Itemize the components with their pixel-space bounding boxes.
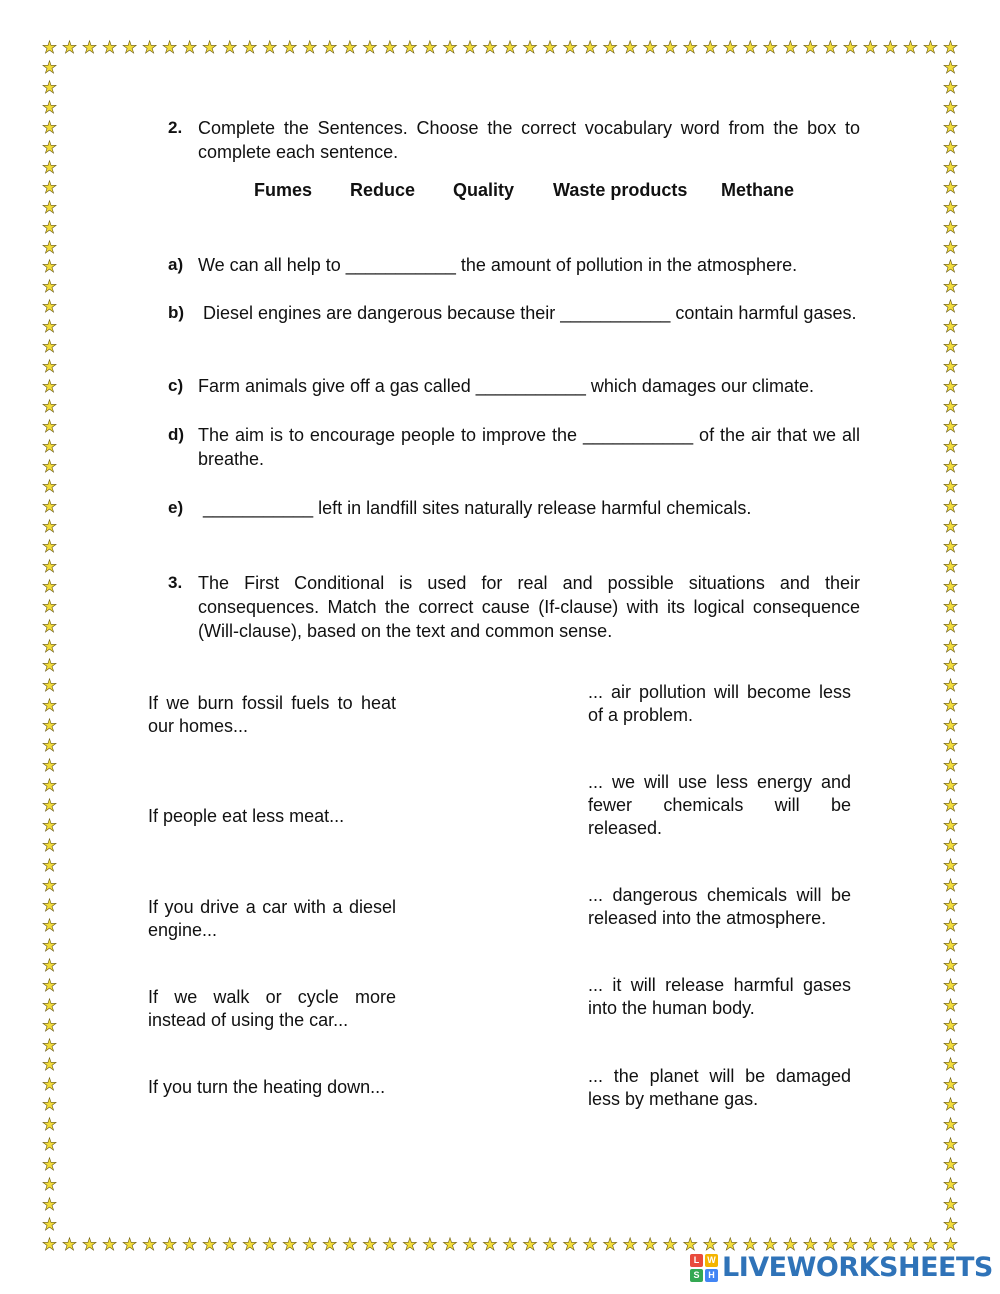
- star-icon: ★: [842, 38, 858, 57]
- star-icon: ★: [41, 556, 58, 576]
- star-icon: ★: [41, 317, 58, 337]
- star-icon: ★: [382, 38, 398, 57]
- star-icon: ★: [41, 417, 58, 437]
- word-bank-item: Quality: [453, 180, 515, 200]
- star-icon: ★: [41, 875, 58, 895]
- star-icon: ★: [942, 277, 959, 297]
- star-icon: ★: [622, 1235, 638, 1254]
- star-icon: ★: [41, 576, 58, 596]
- star-icon: ★: [482, 38, 498, 57]
- star-icon: ★: [642, 38, 658, 57]
- star-icon: ★: [342, 1235, 358, 1254]
- star-icon: ★: [41, 397, 58, 417]
- star-icon: ★: [582, 1235, 598, 1254]
- star-icon: ★: [942, 1035, 959, 1055]
- star-icon: ★: [542, 1235, 558, 1254]
- cause-item[interactable]: If people eat less meat...: [148, 806, 345, 826]
- star-icon: ★: [41, 736, 58, 756]
- star-icon: ★: [141, 38, 158, 57]
- star-icon: ★: [282, 38, 298, 57]
- star-icon: ★: [522, 1235, 538, 1254]
- star-icon: ★: [942, 816, 959, 836]
- star-icon: ★: [942, 297, 959, 317]
- star-icon: ★: [782, 1235, 798, 1254]
- star-icon: ★: [842, 1235, 858, 1254]
- star-icon: ★: [41, 995, 58, 1015]
- star-icon: ★: [942, 836, 959, 855]
- star-icon: ★: [41, 1075, 58, 1095]
- item-text: Farm animals give off a gas called ___________ which damages our climate.: [198, 376, 815, 396]
- star-icon: ★: [382, 1235, 398, 1254]
- star-icon: ★: [302, 1235, 318, 1254]
- star-icon: ★: [422, 38, 438, 57]
- star-icon: ★: [182, 38, 198, 57]
- star-icon: ★: [942, 796, 959, 816]
- star-icon: ★: [942, 776, 959, 796]
- star-icon: ★: [882, 1235, 899, 1254]
- star-icon: ★: [942, 1235, 959, 1254]
- star-icon: ★: [942, 357, 959, 377]
- star-icon: ★: [41, 77, 58, 97]
- star-icon: ★: [942, 1175, 959, 1195]
- word-bank-item: Reduce: [350, 180, 416, 200]
- star-icon: ★: [41, 1055, 58, 1075]
- word-bank-item: Waste products: [553, 180, 688, 200]
- star-icon: ★: [942, 596, 959, 616]
- logo-badge-letter: L: [690, 1254, 703, 1267]
- star-icon: ★: [802, 38, 818, 57]
- star-icon: ★: [41, 1215, 58, 1235]
- star-icon: ★: [41, 476, 58, 496]
- consequence-item[interactable]: ... air pollution will become less of a problem.: [588, 682, 851, 725]
- star-icon: ★: [942, 1135, 959, 1155]
- star-icon: ★: [942, 1055, 959, 1075]
- star-icon: ★: [562, 38, 578, 57]
- cause-item[interactable]: If we burn fossil fuels to heat our homes...: [148, 693, 396, 736]
- star-icon: ★: [162, 38, 178, 57]
- cause-item[interactable]: If we walk or cycle more instead of using the car...: [148, 987, 396, 1030]
- logo-badge-icon: [690, 1254, 720, 1282]
- star-icon: ★: [141, 1235, 158, 1254]
- item-label: c): [168, 376, 184, 395]
- star-icon: ★: [942, 417, 959, 437]
- star-icon: ★: [942, 516, 959, 536]
- star-icon: ★: [942, 616, 959, 636]
- question-3-number: 3.: [168, 573, 183, 592]
- star-icon: ★: [462, 38, 478, 57]
- star-icon: ★: [782, 38, 798, 57]
- star-icon: ★: [41, 796, 58, 816]
- star-icon: ★: [502, 1235, 518, 1254]
- star-icon: ★: [922, 38, 939, 57]
- star-icon: ★: [642, 1235, 658, 1254]
- star-icon: ★: [942, 1075, 959, 1095]
- star-icon: ★: [262, 1235, 278, 1254]
- cause-item[interactable]: If you drive a car with a diesel engine...: [148, 897, 396, 940]
- star-icon: ★: [41, 277, 58, 297]
- star-icon: ★: [942, 1155, 959, 1175]
- star-icon: ★: [41, 1195, 58, 1215]
- star-icon: ★: [942, 1095, 959, 1115]
- star-icon: ★: [942, 656, 959, 676]
- star-icon: ★: [942, 955, 959, 975]
- star-icon: ★: [41, 636, 58, 656]
- star-icon: ★: [942, 377, 959, 397]
- star-icon: ★: [942, 157, 959, 177]
- star-icon: ★: [942, 476, 959, 496]
- star-icon: ★: [41, 377, 58, 397]
- question-2-instruction: Complete the Sentences. Choose the correct vocabulary word from the box to complete each sentence.: [198, 118, 860, 162]
- star-icon: ★: [442, 38, 458, 57]
- star-icon: ★: [562, 1235, 578, 1254]
- star-icon: ★: [942, 696, 959, 716]
- star-icon: ★: [41, 1155, 58, 1175]
- star-icon: ★: [41, 855, 58, 875]
- star-icon: ★: [61, 38, 78, 57]
- star-icon: ★: [922, 1235, 939, 1254]
- star-icon: ★: [762, 38, 778, 57]
- star-icon: ★: [81, 1235, 98, 1254]
- star-icon: ★: [41, 676, 58, 696]
- item-text: Diesel engines are dangerous because their ___________ contain harmful gases.: [198, 303, 857, 323]
- star-icon: ★: [41, 1115, 58, 1135]
- star-icon: ★: [942, 437, 959, 456]
- star-icon: ★: [942, 915, 959, 935]
- star-icon: ★: [262, 38, 278, 57]
- star-icon: ★: [542, 38, 558, 57]
- star-icon: ★: [942, 77, 959, 97]
- star-icon: ★: [41, 1235, 58, 1254]
- star-icon: ★: [81, 38, 98, 57]
- star-icon: ★: [41, 297, 58, 317]
- star-icon: ★: [942, 217, 959, 237]
- star-icon: ★: [942, 117, 959, 137]
- star-icon: ★: [942, 1215, 959, 1235]
- star-icon: ★: [41, 97, 58, 117]
- star-icon: ★: [942, 576, 959, 596]
- star-icon: ★: [942, 317, 959, 337]
- star-icon: ★: [242, 1235, 258, 1254]
- star-icon: ★: [41, 117, 58, 137]
- star-icon: ★: [942, 496, 959, 516]
- consequence-item[interactable]: ... dangerous chemicals will be released into the atmosphere.: [588, 885, 851, 928]
- logo-text: LIVEWORKSHEETS: [722, 1252, 993, 1283]
- item-text: The aim is to encourage people to improve the ___________ of the air that we all breathe.: [198, 425, 860, 469]
- star-icon: ★: [942, 875, 959, 895]
- star-icon: ★: [942, 257, 959, 277]
- star-icon: ★: [41, 1015, 58, 1035]
- item-label: e): [168, 498, 184, 517]
- star-icon: ★: [41, 656, 58, 676]
- star-icon: ★: [41, 915, 58, 935]
- star-icon: ★: [682, 38, 698, 57]
- star-icon: ★: [41, 496, 58, 516]
- star-icon: ★: [462, 1235, 478, 1254]
- star-icon: ★: [822, 1235, 838, 1254]
- star-icon: ★: [342, 38, 358, 57]
- star-icon: ★: [41, 217, 58, 237]
- liveworksheets-logo: [690, 1253, 993, 1283]
- star-icon: ★: [322, 1235, 338, 1254]
- star-icon: ★: [162, 1235, 178, 1254]
- star-icon: ★: [362, 38, 378, 57]
- star-icon: ★: [41, 816, 58, 836]
- star-icon: ★: [942, 1195, 959, 1215]
- logo-badge-letter: S: [690, 1269, 703, 1282]
- star-icon: ★: [41, 1095, 58, 1115]
- star-icon: ★: [622, 38, 638, 57]
- star-icon: ★: [402, 1235, 418, 1254]
- star-icon: ★: [862, 1235, 879, 1254]
- star-icon: ★: [41, 1035, 58, 1055]
- star-icon: ★: [942, 397, 959, 417]
- star-icon: ★: [222, 1235, 238, 1254]
- star-icon: ★: [902, 1235, 919, 1254]
- star-icon: ★: [942, 995, 959, 1015]
- star-icon: ★: [942, 97, 959, 117]
- word-bank-item: Fumes: [254, 180, 313, 200]
- star-icon: ★: [322, 38, 338, 57]
- star-icon: ★: [41, 756, 58, 776]
- item-label: d): [168, 425, 185, 444]
- star-icon: ★: [942, 1015, 959, 1035]
- star-icon: ★: [742, 38, 758, 57]
- star-icon: ★: [942, 556, 959, 576]
- star-icon: ★: [242, 38, 258, 57]
- star-icon: ★: [582, 38, 598, 57]
- star-icon: ★: [41, 895, 58, 915]
- item-label: b): [168, 303, 185, 322]
- star-icon: ★: [942, 337, 959, 357]
- item-label: a): [168, 255, 184, 274]
- star-icon: ★: [722, 1235, 738, 1254]
- logo-badge-letter: W: [705, 1254, 718, 1267]
- star-icon: ★: [502, 38, 518, 57]
- star-icon: ★: [61, 1235, 78, 1254]
- question-2-number: 2.: [168, 118, 183, 137]
- star-icon: ★: [942, 756, 959, 776]
- star-icon: ★: [41, 935, 58, 955]
- star-icon: ★: [942, 177, 959, 197]
- star-icon: ★: [41, 38, 58, 57]
- star-icon: ★: [41, 1135, 58, 1155]
- star-icon: ★: [702, 38, 718, 57]
- star-icon: ★: [101, 38, 118, 57]
- star-icon: ★: [942, 197, 959, 217]
- star-icon: ★: [41, 357, 58, 377]
- star-icon: ★: [482, 1235, 498, 1254]
- star-icon: ★: [862, 38, 879, 57]
- star-icon: ★: [41, 716, 58, 736]
- word-bank-item: Methane: [721, 180, 795, 200]
- star-icon: ★: [41, 1175, 58, 1195]
- star-icon: ★: [41, 437, 58, 456]
- star-icon: ★: [822, 38, 838, 57]
- consequence-item[interactable]: ... the planet will be damaged less by methane gas.: [588, 1066, 851, 1109]
- star-icon: ★: [942, 975, 959, 995]
- star-icon: ★: [41, 177, 58, 197]
- cause-item[interactable]: If you turn the heating down...: [148, 1077, 386, 1097]
- star-icon: ★: [41, 137, 58, 157]
- star-icon: ★: [41, 536, 58, 556]
- star-icon: ★: [942, 536, 959, 556]
- star-icon: ★: [402, 38, 418, 57]
- star-icon: ★: [942, 716, 959, 736]
- star-icon: ★: [182, 1235, 198, 1254]
- consequence-item[interactable]: ... we will use less energy and fewer chemicals will be released.: [588, 772, 851, 838]
- star-icon: ★: [282, 1235, 298, 1254]
- star-icon: ★: [942, 38, 959, 57]
- star-icon: ★: [41, 197, 58, 217]
- star-icon: ★: [942, 676, 959, 696]
- star-icon: ★: [802, 1235, 818, 1254]
- star-icon: ★: [41, 237, 58, 257]
- star-icon: ★: [362, 1235, 378, 1254]
- star-icon: ★: [41, 257, 58, 277]
- consequence-item[interactable]: ... it will release harmful gases into the human body.: [588, 975, 851, 1018]
- star-icon: ★: [942, 935, 959, 955]
- star-icon: ★: [202, 1235, 218, 1254]
- question-3-instruction: The First Conditional is used for real and possible situations and their consequences. Match the correct cause (If-clause) with its logical consequence (Will-clause), based on the text and common sense.: [198, 573, 860, 641]
- star-icon: ★: [662, 1235, 678, 1254]
- star-icon: ★: [121, 38, 138, 57]
- star-icon: ★: [121, 1235, 138, 1254]
- star-icon: ★: [422, 1235, 438, 1254]
- star-icon: ★: [942, 736, 959, 756]
- star-icon: ★: [522, 38, 538, 57]
- star-icon: ★: [101, 1235, 118, 1254]
- star-icon: ★: [942, 1115, 959, 1135]
- star-icon: ★: [302, 38, 318, 57]
- star-icon: ★: [41, 337, 58, 357]
- star-icon: ★: [742, 1235, 758, 1254]
- star-icon: ★: [942, 636, 959, 656]
- star-icon: ★: [41, 616, 58, 636]
- star-icon: ★: [702, 1235, 718, 1254]
- star-icon: ★: [41, 596, 58, 616]
- item-text: ___________ left in landfill sites naturally release harmful chemicals.: [198, 498, 752, 518]
- logo-badge-letter: H: [705, 1269, 718, 1282]
- star-icon: ★: [442, 1235, 458, 1254]
- star-icon: ★: [41, 776, 58, 796]
- star-icon: ★: [682, 1235, 698, 1254]
- star-icon: ★: [602, 1235, 618, 1254]
- star-icon: ★: [942, 57, 959, 77]
- star-icon: ★: [942, 855, 959, 875]
- word-bank: [0, 178, 1000, 202]
- star-icon: ★: [882, 38, 899, 57]
- star-icon: ★: [942, 456, 959, 476]
- star-icon: ★: [722, 38, 738, 57]
- star-icon: ★: [222, 38, 238, 57]
- item-text: We can all help to ___________ the amount of pollution in the atmosphere.: [198, 255, 798, 275]
- star-icon: ★: [942, 137, 959, 157]
- star-icon: ★: [41, 456, 58, 476]
- star-icon: ★: [902, 38, 919, 57]
- star-icon: ★: [41, 696, 58, 716]
- star-icon: ★: [41, 516, 58, 536]
- star-icon: ★: [762, 1235, 778, 1254]
- star-icon: ★: [602, 38, 618, 57]
- star-icon: ★: [41, 57, 58, 77]
- star-icon: ★: [662, 38, 678, 57]
- star-icon: ★: [942, 237, 959, 257]
- star-icon: ★: [202, 38, 218, 57]
- star-icon: ★: [41, 836, 58, 855]
- star-icon: ★: [41, 975, 58, 995]
- star-icon: ★: [942, 895, 959, 915]
- star-icon: ★: [41, 955, 58, 975]
- star-icon: ★: [41, 157, 58, 177]
